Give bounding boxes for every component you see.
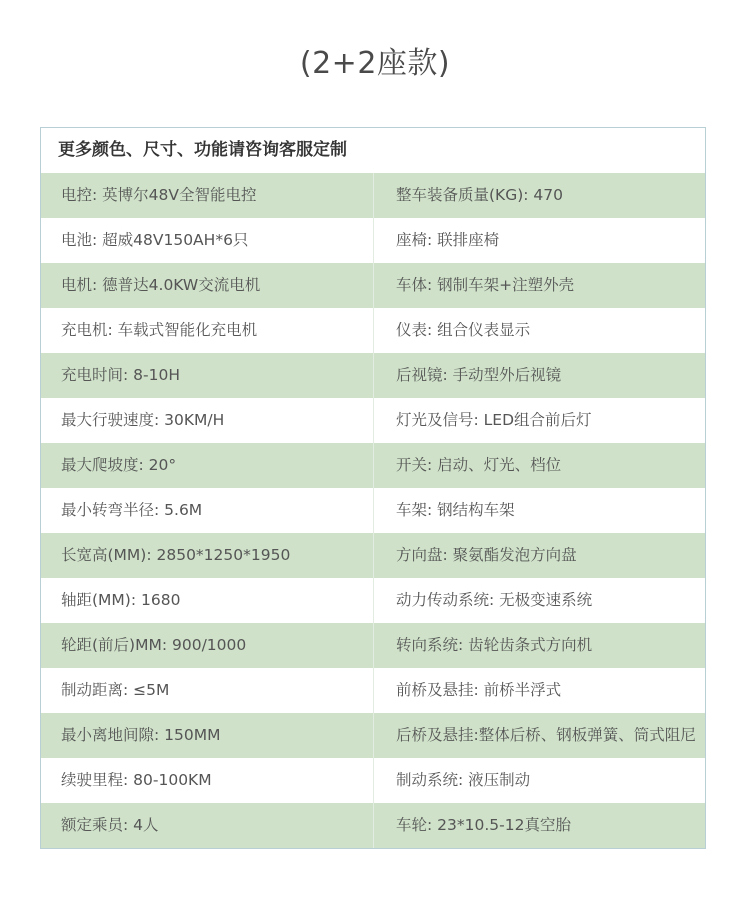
table-row (41, 443, 705, 488)
spec-cell-right: 前桥及悬挂: 前桥半浮式 (396, 681, 562, 699)
spec-cell-left: 额定乘员: 4人 (41, 803, 374, 848)
spec-cell-right: 车轮: 23*10.5-12真空胎 (396, 816, 571, 834)
spec-cell-right: 开关: 启动、灯光、档位 (396, 456, 562, 474)
spec-cell-right: 后视镜: 手动型外后视镜 (396, 366, 562, 384)
spec-cell-right: 后桥及悬挂:整体后桥、钢板弹簧、筒式阻尼 (396, 726, 696, 744)
table-row (41, 533, 705, 578)
table-row (41, 263, 705, 308)
spec-cell-right: 灯光及信号: LED组合前后灯 (396, 411, 592, 429)
table-row (41, 353, 705, 398)
spec-cell-left: 电池: 超威48V150AH*6只 (41, 218, 374, 263)
spec-cell-left: 续驶里程: 80-100KM (41, 758, 374, 803)
spec-table (40, 127, 706, 849)
table-row (41, 173, 705, 218)
spec-cell-right: 动力传动系统: 无极变速系统 (396, 591, 593, 609)
spec-cell-right: 制动系统: 液压制动 (396, 771, 531, 789)
spec-cell-left: 充电时间: 8-10H (41, 353, 374, 398)
spec-cell-left: 制动距离: ≤5M (41, 668, 374, 713)
spec-cell-left: 最小转弯半径: 5.6M (41, 488, 374, 533)
spec-cell-left: 电机: 德普达4.0KW交流电机 (41, 263, 374, 308)
spec-cell-left: 充电机: 车载式智能化充电机 (41, 308, 374, 353)
page-title: (2+2座款) (299, 46, 451, 81)
table-row (41, 623, 705, 668)
spec-cell-right: 座椅: 联排座椅 (396, 231, 500, 249)
table-row (41, 668, 705, 713)
spec-cell-left: 最大行驶速度: 30KM/H (41, 398, 374, 443)
spec-cell-left: 最小离地间隙: 150MM (41, 713, 374, 758)
spec-cell-right: 整车装备质量(KG): 470 (396, 186, 564, 204)
table-header: 更多颜色、尺寸、功能请咨询客服定制 (41, 128, 705, 173)
spec-cell-right: 车架: 钢结构车架 (396, 501, 515, 519)
spec-cell-left: 最大爬坡度: 20° (41, 443, 374, 488)
spec-cell-right: 方向盘: 聚氨酯发泡方向盘 (396, 546, 577, 564)
table-row (41, 803, 705, 848)
spec-cell-right: 仪表: 组合仪表显示 (396, 321, 531, 339)
spec-cell-left: 轮距(前后)MM: 900/1000 (41, 623, 374, 668)
spec-cell-left: 电控: 英博尔48V全智能电控 (41, 173, 374, 218)
spec-cell-right: 转向系统: 齿轮齿条式方向机 (396, 636, 593, 654)
spec-cell-left: 轴距(MM): 1680 (41, 578, 374, 623)
table-row (41, 758, 705, 803)
table-row (41, 308, 705, 353)
table-row (41, 218, 705, 263)
table-row (41, 398, 705, 443)
table-row (41, 578, 705, 623)
table-row (41, 713, 705, 758)
table-row (41, 488, 705, 533)
spec-cell-left: 长宽高(MM): 2850*1250*1950 (41, 533, 374, 578)
spec-cell-right: 车体: 钢制车架+注塑外壳 (396, 276, 575, 294)
